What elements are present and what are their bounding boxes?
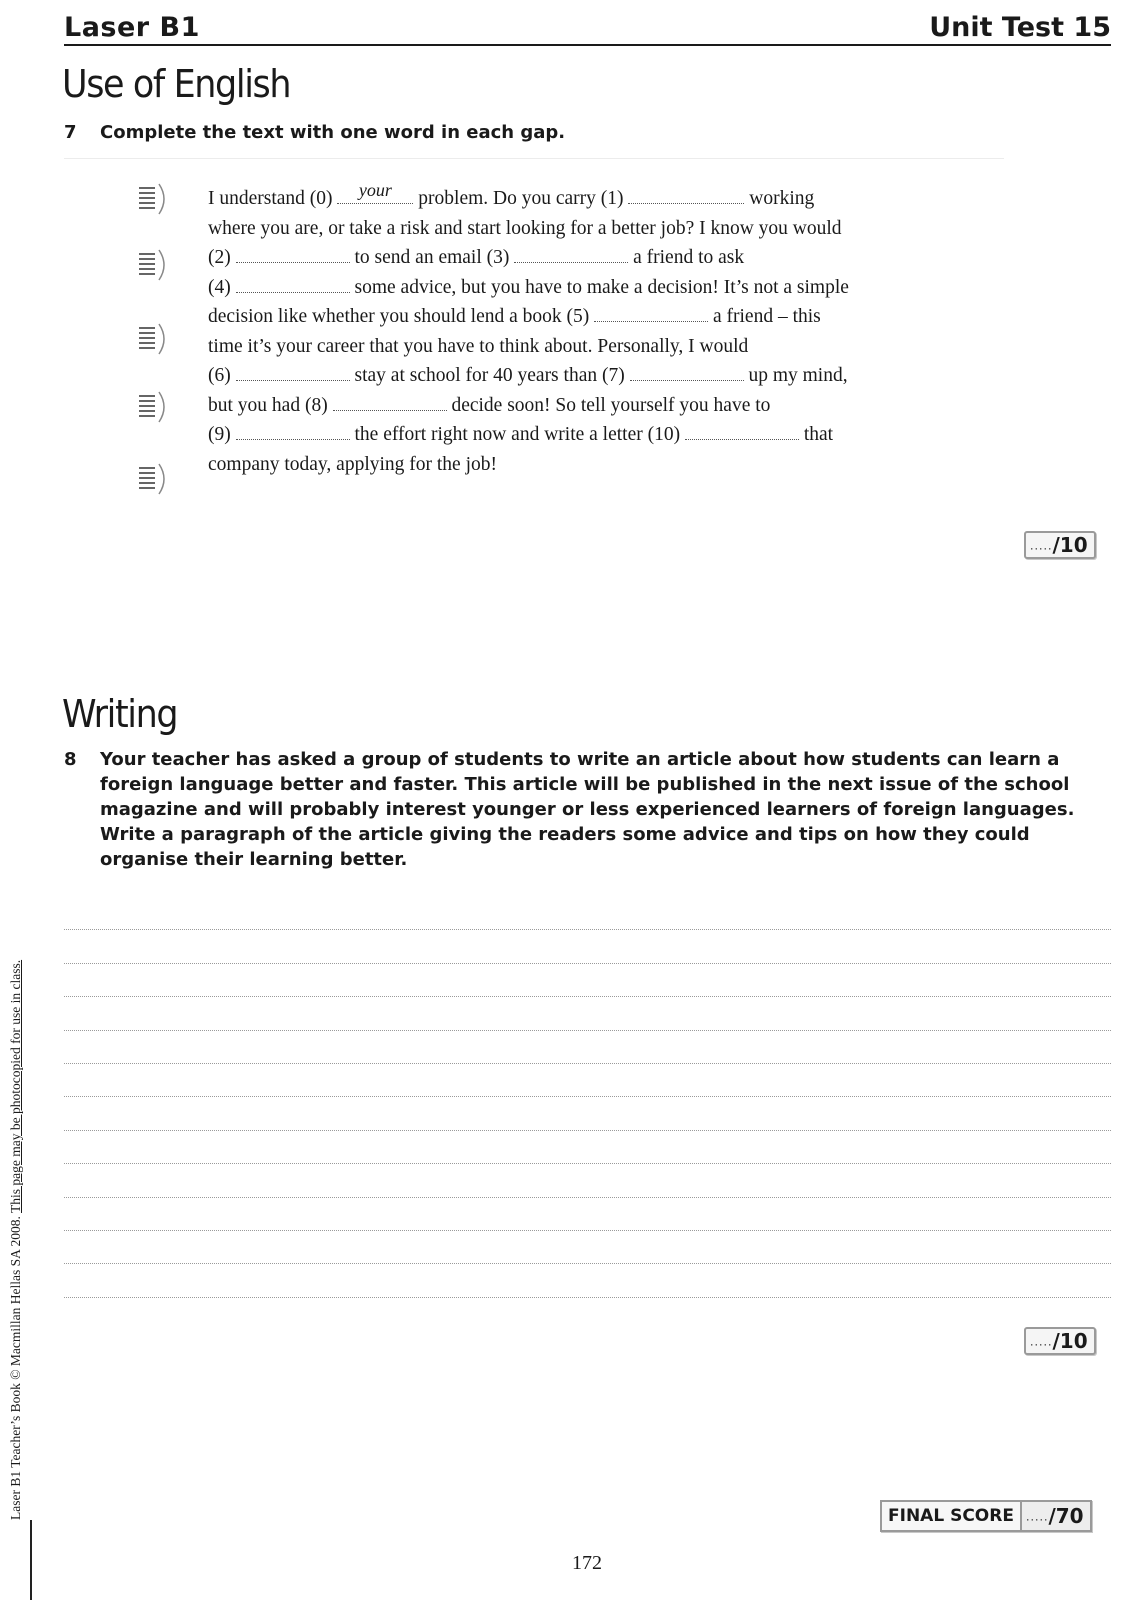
gap-8[interactable] xyxy=(333,392,447,411)
writing-line[interactable] xyxy=(64,964,1111,997)
writing-line[interactable] xyxy=(64,1231,1111,1264)
gap-4[interactable] xyxy=(236,274,350,293)
task-number: 7 xyxy=(64,122,77,143)
instruction-text: Your teacher has asked a group of students to write an article about how students can learn a foreign language better and faster. This article will be published in the next issue of the school magazine and will probably interest younger or less experienced learners of foreign languages. Write a paragraph of the article giving the readers some advice and tips on how they could organise their learning better. xyxy=(100,749,1075,870)
divider xyxy=(64,158,1004,159)
writing-line[interactable] xyxy=(64,997,1111,1030)
instruction-text: Complete the text with one word in each gap. xyxy=(100,122,566,143)
final-score-label: FINAL SCORE xyxy=(888,1506,1014,1526)
gap-5[interactable] xyxy=(594,303,708,322)
writing-line[interactable] xyxy=(64,1031,1111,1064)
writing-line[interactable] xyxy=(64,1264,1111,1297)
cd-track-icon xyxy=(137,388,173,426)
writing-line[interactable] xyxy=(64,1064,1111,1097)
final-score-value[interactable]: ...../70 xyxy=(1020,1502,1090,1530)
writing-line[interactable] xyxy=(64,1198,1111,1231)
margin-bar xyxy=(30,1520,32,1600)
writing-line[interactable] xyxy=(64,1164,1111,1197)
writing-title: Writing xyxy=(62,692,178,736)
cd-track-icon xyxy=(137,180,173,218)
task-number: 8 xyxy=(64,749,77,770)
passage-line: I understand (0) your problem. Do you carry (1) working xyxy=(208,184,978,214)
passage-line: but you had (8) decide soon! So tell yourself you have to xyxy=(208,391,978,421)
gap-fill-passage xyxy=(208,179,978,479)
unit-title: Unit Test 15 xyxy=(929,12,1111,43)
cd-track-icon xyxy=(137,320,173,358)
page-number: 172 xyxy=(572,1552,602,1574)
passage-line: company today, applying for the job! xyxy=(208,453,497,475)
passage-line: where you are, or take a risk and start looking for a better job? I know you would xyxy=(208,217,842,239)
gap-10[interactable] xyxy=(685,421,799,440)
writing-area[interactable] xyxy=(64,897,1111,1298)
example-gap xyxy=(337,179,413,204)
example-answer: your xyxy=(358,179,392,200)
use-of-english-score[interactable]: ...../10 xyxy=(1024,531,1096,559)
writing-line[interactable] xyxy=(64,1131,1111,1164)
writing-line[interactable] xyxy=(64,1097,1111,1130)
page-header xyxy=(64,10,1111,46)
passage-line: (6) stay at school for 40 years than (7) up my mind, xyxy=(208,361,978,391)
cd-track-icon xyxy=(137,460,173,498)
copyright-note: Laser B1 Teacher’s Book © Macmillan Hellas SA 2008. This page may be photocopied for use in class. xyxy=(8,959,23,1520)
task-7-instruction xyxy=(64,120,1114,145)
task-8-instruction xyxy=(64,747,1114,872)
final-score xyxy=(880,1500,1092,1532)
gap-7[interactable] xyxy=(630,362,744,381)
passage-line: (2) to send an email (3) a friend to ask xyxy=(208,243,978,273)
gap-6[interactable] xyxy=(236,362,350,381)
gap-9[interactable] xyxy=(236,421,350,440)
use-of-english-title: Use of English xyxy=(62,62,291,106)
gap-1[interactable] xyxy=(628,185,744,204)
passage-line: decision like whether you should lend a book (5) a friend – this xyxy=(208,302,978,332)
gap-2[interactable] xyxy=(236,244,350,263)
passage-line: (4) some advice, but you have to make a decision! It’s not a simple xyxy=(208,273,978,303)
book-title: Laser B1 xyxy=(64,12,200,43)
passage-line: (9) the effort right now and write a letter (10) that xyxy=(208,420,978,450)
writing-score[interactable]: ...../10 xyxy=(1024,1327,1096,1355)
passage-line: time it’s your career that you have to think about. Personally, I would xyxy=(208,335,749,357)
cd-track-icon xyxy=(137,246,173,284)
gap-3[interactable] xyxy=(514,244,628,263)
writing-line[interactable] xyxy=(64,897,1111,930)
writing-line[interactable] xyxy=(64,930,1111,963)
